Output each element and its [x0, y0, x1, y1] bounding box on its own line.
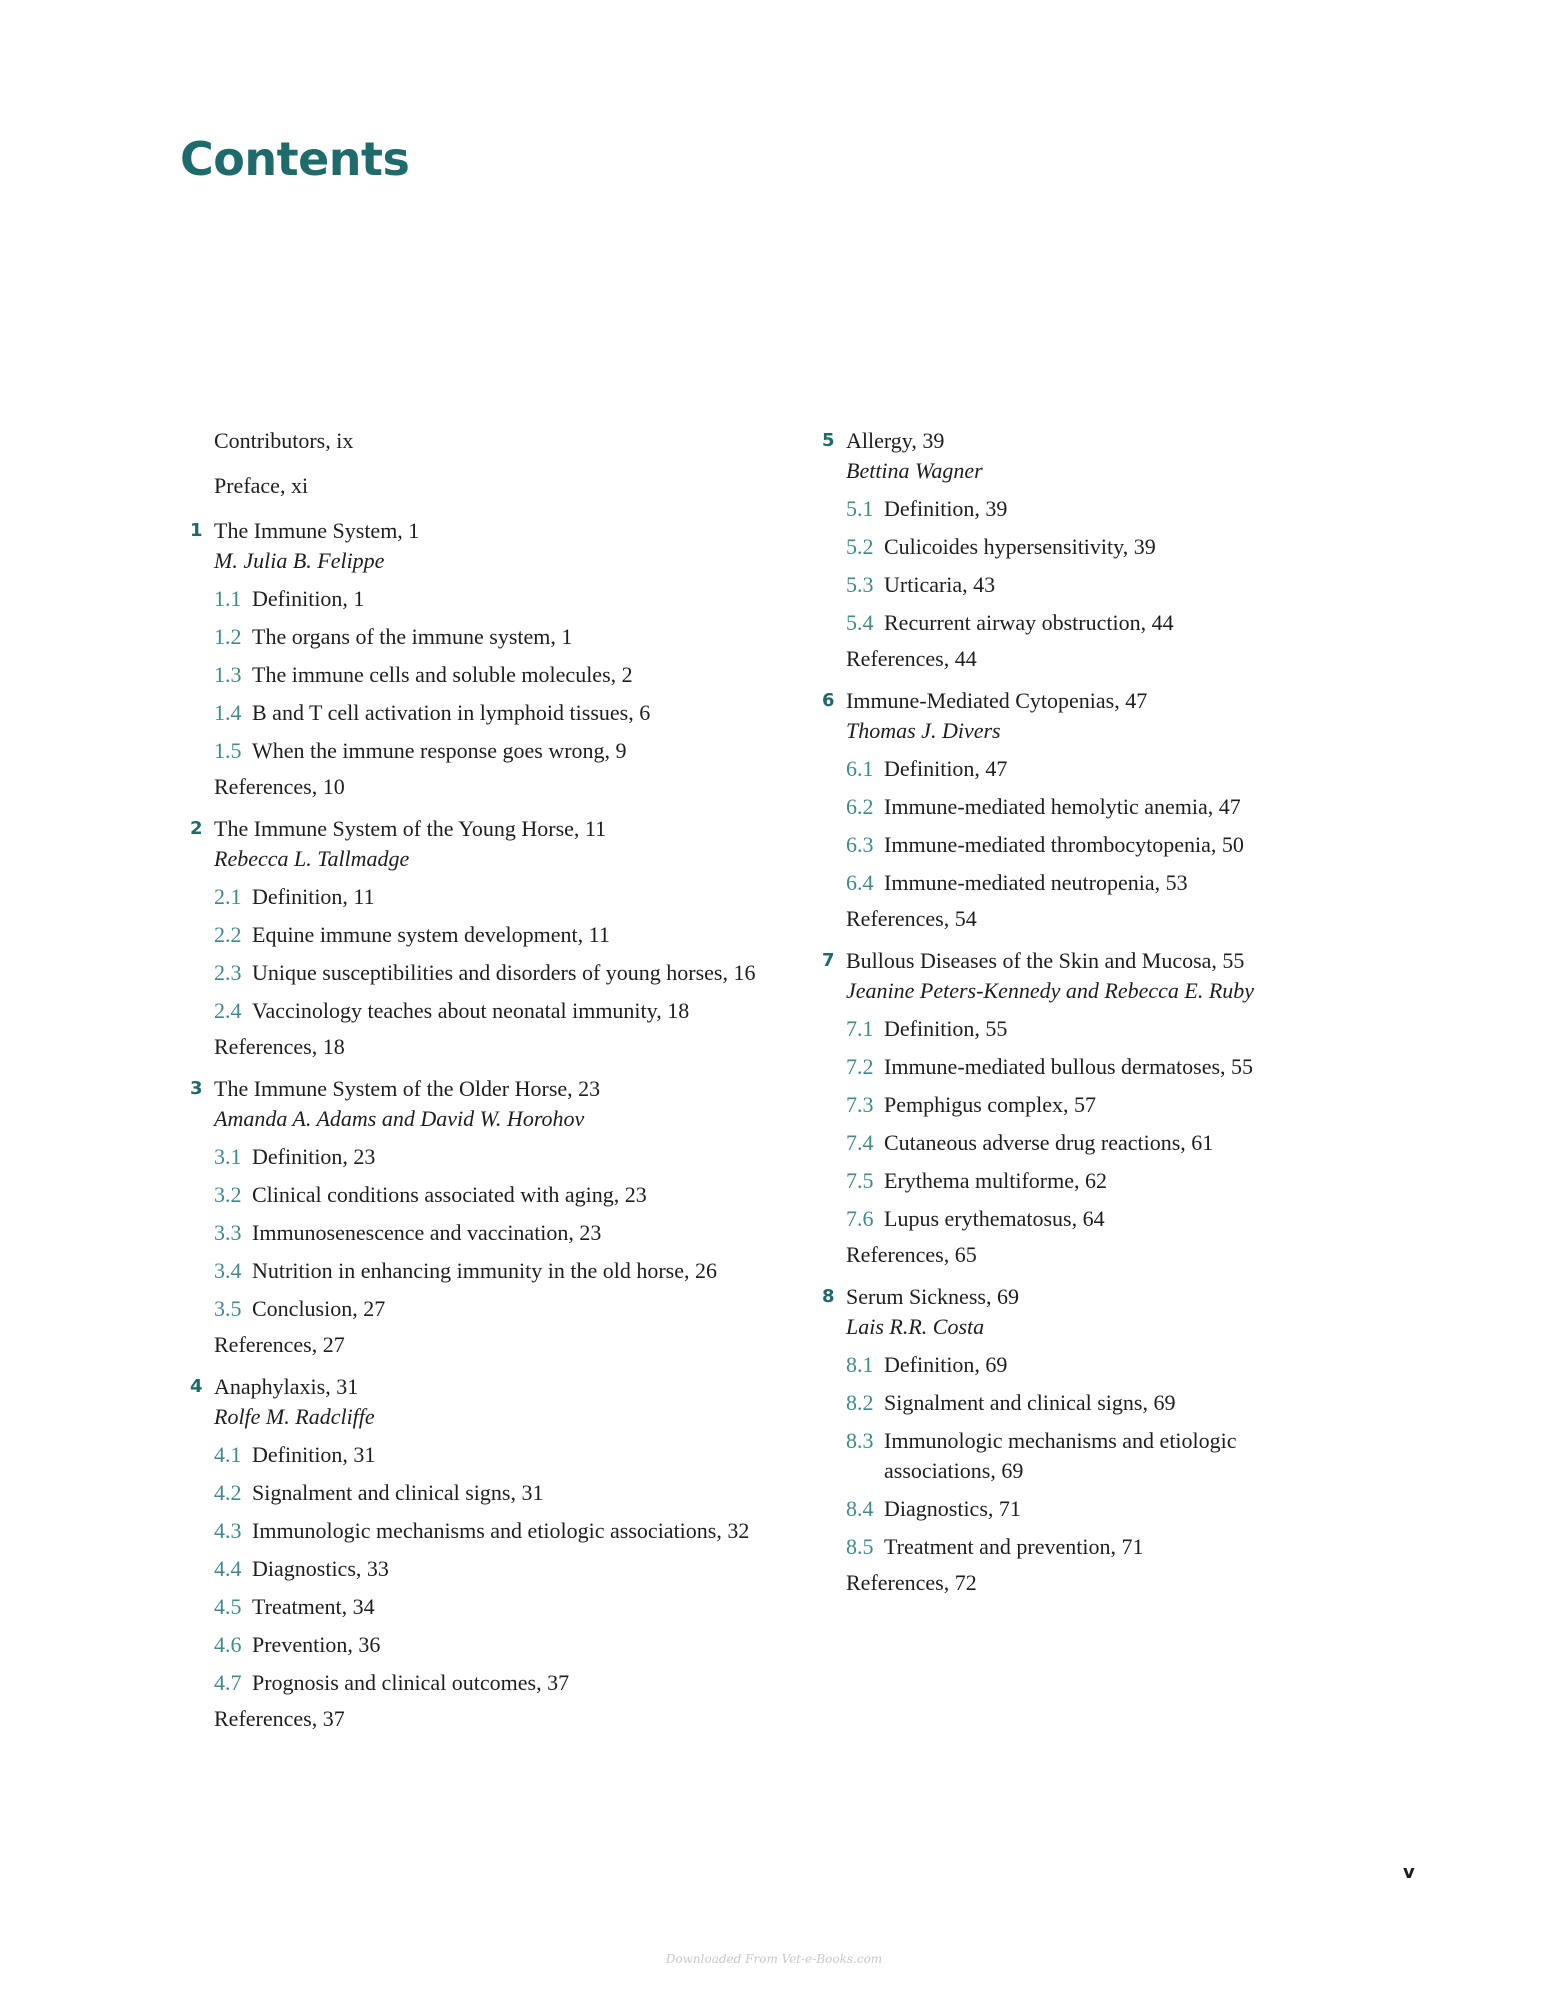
toc-section[interactable] [846, 532, 1346, 562]
section-title: Conclusion, 27 [252, 1296, 386, 1321]
section-title: Immunologic mechanisms and etiologic associations, 32 [252, 1518, 750, 1543]
section-title: Unique susceptibilities and disorders of young horses, 16 [252, 960, 756, 985]
section-number: 1.2 [214, 624, 242, 649]
toc-section[interactable] [846, 868, 1346, 898]
section-number: 3.2 [214, 1182, 242, 1207]
section-title: Lupus erythematosus, 64 [884, 1206, 1105, 1231]
chapter-authors: Rebecca L. Tallmadge [214, 846, 410, 871]
toc-column-right [822, 426, 1346, 1598]
section-number: 2.1 [214, 884, 242, 909]
section-title: Prevention, 36 [252, 1632, 381, 1657]
section-number: 8.5 [846, 1534, 874, 1559]
chapter-references[interactable]: References, 65 [846, 1242, 977, 1267]
toc-chapter [190, 516, 854, 802]
section-title: Definition, 31 [252, 1442, 376, 1467]
section-number: 6.1 [846, 756, 874, 781]
section-number: 4.7 [214, 1670, 242, 1695]
section-number: 7.5 [846, 1168, 874, 1193]
section-number: 1.5 [214, 738, 242, 763]
section-title: Definition, 39 [884, 496, 1008, 521]
section-title: Definition, 55 [884, 1016, 1008, 1041]
toc-section[interactable] [846, 1204, 1346, 1234]
toc-column-left [190, 426, 854, 1734]
section-title: Definition, 23 [252, 1144, 376, 1169]
section-title: Definition, 1 [252, 586, 365, 611]
section-title: Cutaneous adverse drug reactions, 61 [884, 1130, 1214, 1155]
toc-chapter [190, 814, 854, 1062]
toc-section[interactable] [846, 570, 1346, 600]
section-number: 4.4 [214, 1556, 242, 1581]
chapter-authors: Jeanine Peters-Kennedy and Rebecca E. Ruby [846, 978, 1255, 1003]
toc-front-contributors[interactable]: Contributors, ix [214, 428, 354, 453]
section-number: 1.3 [214, 662, 242, 687]
chapter-title[interactable]: The Immune System of the Older Horse, 23 [214, 1076, 601, 1101]
toc-section[interactable] [214, 1180, 854, 1210]
chapter-references[interactable]: References, 72 [846, 1570, 977, 1595]
section-number: 6.3 [846, 832, 874, 857]
section-number: 5.1 [846, 496, 874, 521]
toc-chapter [822, 686, 1346, 934]
section-number: 8.3 [846, 1428, 874, 1453]
chapter-title[interactable]: Allergy, 39 [846, 428, 945, 453]
section-title: Pemphigus complex, 57 [884, 1092, 1097, 1117]
toc-section[interactable] [214, 958, 854, 988]
toc-section[interactable] [846, 792, 1346, 822]
section-title: Diagnostics, 71 [884, 1496, 1021, 1521]
toc-chapter [822, 946, 1346, 1270]
toc-section[interactable] [214, 1516, 854, 1546]
chapter-list-right [822, 426, 1346, 1598]
section-number: 5.2 [846, 534, 874, 559]
section-number: 8.4 [846, 1496, 874, 1521]
toc-section[interactable] [846, 1532, 1346, 1562]
chapter-title[interactable]: Immune-Mediated Cytopenias, 47 [846, 688, 1148, 713]
section-title: When the immune response goes wrong, 9 [252, 738, 627, 763]
section-title: Recurrent airway obstruction, 44 [884, 610, 1174, 635]
section-number: 2.3 [214, 960, 242, 985]
section-number: 2.2 [214, 922, 242, 947]
chapter-title[interactable]: The Immune System, 1 [214, 518, 420, 543]
chapter-title[interactable]: Serum Sickness, 69 [846, 1284, 1019, 1309]
chapter-number: 1 [190, 520, 203, 541]
toc-section[interactable] [214, 1478, 854, 1508]
chapter-number: 2 [190, 818, 203, 839]
chapter-number: 4 [190, 1376, 203, 1397]
section-number: 2.4 [214, 998, 242, 1023]
toc-chapter [190, 1372, 854, 1734]
toc-section[interactable] [846, 1128, 1346, 1158]
toc-section[interactable] [214, 1142, 854, 1172]
toc-chapter [822, 1282, 1346, 1598]
toc-section[interactable] [846, 494, 1346, 524]
toc-section[interactable] [214, 1440, 854, 1470]
toc-section[interactable] [846, 830, 1346, 860]
section-title: Prognosis and clinical outcomes, 37 [252, 1670, 570, 1695]
toc-section[interactable] [846, 754, 1346, 784]
chapter-authors: Lais R.R. Costa [846, 1314, 985, 1339]
section-title: Clinical conditions associated with aging, 23 [252, 1182, 647, 1207]
section-number: 3.5 [214, 1296, 242, 1321]
toc-section[interactable] [214, 1592, 854, 1622]
toc-section[interactable] [846, 1014, 1346, 1044]
section-title: Signalment and clinical signs, 69 [884, 1390, 1176, 1415]
toc-section[interactable] [214, 736, 854, 766]
section-number: 4.1 [214, 1442, 242, 1467]
section-number: 3.3 [214, 1220, 242, 1245]
section-number: 1.4 [214, 700, 242, 725]
toc-section[interactable] [214, 584, 854, 614]
toc-section[interactable] [214, 882, 854, 912]
section-number: 7.6 [846, 1206, 874, 1231]
toc-section[interactable] [846, 1350, 1346, 1380]
toc-section[interactable] [846, 608, 1346, 638]
chapter-title[interactable]: Bullous Diseases of the Skin and Mucosa, 55 [846, 948, 1245, 973]
chapter-authors: Amanda A. Adams and David W. Horohov [214, 1106, 585, 1131]
section-title: Immunosenescence and vaccination, 23 [252, 1220, 602, 1245]
toc-section[interactable] [214, 660, 854, 690]
section-title: Definition, 11 [252, 884, 375, 909]
chapter-references[interactable]: References, 27 [214, 1332, 345, 1357]
watermark: Downloaded From Vet-e-Books.com [665, 1952, 883, 1966]
chapter-references[interactable]: References, 54 [846, 906, 977, 931]
chapter-number: 6 [822, 690, 835, 711]
toc-section[interactable] [214, 1294, 854, 1324]
toc-section[interactable] [214, 996, 854, 1026]
section-title: Treatment and prevention, 71 [884, 1534, 1144, 1559]
section-number: 7.1 [846, 1016, 874, 1041]
toc-section[interactable] [846, 1166, 1346, 1196]
toc-section[interactable] [214, 920, 854, 950]
toc-section[interactable] [214, 1554, 854, 1584]
chapter-number: 7 [822, 950, 835, 971]
section-title: Nutrition in enhancing immunity in the old horse, 26 [252, 1258, 717, 1283]
section-title: Signalment and clinical signs, 31 [252, 1480, 544, 1505]
section-number: 7.2 [846, 1054, 874, 1079]
section-number: 3.4 [214, 1258, 242, 1283]
chapter-authors: Rolfe M. Radcliffe [214, 1404, 375, 1429]
section-title: Definition, 69 [884, 1352, 1008, 1377]
section-title: Erythema multiforme, 62 [884, 1168, 1107, 1193]
chapter-authors: Bettina Wagner [846, 458, 983, 483]
toc-front-preface[interactable]: Preface, xi [214, 473, 309, 498]
page-title: Contents [180, 132, 410, 186]
toc-section[interactable] [846, 1052, 1346, 1082]
section-title: Definition, 47 [884, 756, 1008, 781]
section-title: Treatment, 34 [252, 1594, 375, 1619]
toc-section[interactable] [214, 622, 854, 652]
toc-section[interactable] [846, 1494, 1346, 1524]
section-title: Immunologic mechanisms and etiologic associations, 69 [884, 1428, 1237, 1483]
toc-chapter [822, 426, 1346, 674]
chapter-title[interactable]: The Immune System of the Young Horse, 11 [214, 816, 607, 841]
section-number: 4.2 [214, 1480, 242, 1505]
chapter-references[interactable]: References, 10 [214, 774, 345, 799]
toc-section[interactable] [214, 698, 854, 728]
section-title: B and T cell activation in lymphoid tissues, 6 [252, 700, 651, 725]
section-number: 4.5 [214, 1594, 242, 1619]
section-number: 7.4 [846, 1130, 874, 1155]
toc-chapter [190, 1074, 854, 1360]
chapter-references[interactable]: References, 37 [214, 1706, 345, 1731]
section-number: 5.3 [846, 572, 874, 597]
section-number: 1.1 [214, 586, 242, 611]
chapter-authors: Thomas J. Divers [846, 718, 1001, 743]
toc-section[interactable] [214, 1256, 854, 1286]
toc-section[interactable] [846, 1426, 1346, 1486]
section-title: Immune-mediated thrombocytopenia, 50 [884, 832, 1244, 857]
section-number: 8.1 [846, 1352, 874, 1377]
section-number: 4.6 [214, 1632, 242, 1657]
section-number: 8.2 [846, 1390, 874, 1415]
toc-section[interactable] [846, 1388, 1346, 1418]
chapter-authors: M. Julia B. Felippe [214, 548, 385, 573]
chapter-list-left [190, 516, 854, 1734]
toc-section[interactable] [214, 1630, 854, 1660]
section-title: The immune cells and soluble molecules, 2 [252, 662, 633, 687]
section-title: Immune-mediated hemolytic anemia, 47 [884, 794, 1241, 819]
chapter-references[interactable]: References, 44 [846, 646, 977, 671]
chapter-number: 8 [822, 1286, 835, 1307]
chapter-number: 3 [190, 1078, 203, 1099]
section-title: Urticaria, 43 [884, 572, 996, 597]
section-title: The organs of the immune system, 1 [252, 624, 573, 649]
toc-section[interactable] [214, 1668, 854, 1698]
section-title: Immune-mediated bullous dermatoses, 55 [884, 1054, 1254, 1079]
chapter-number: 5 [822, 430, 835, 451]
section-number: 6.2 [846, 794, 874, 819]
chapter-references[interactable]: References, 18 [214, 1034, 345, 1059]
toc-section[interactable] [846, 1090, 1346, 1120]
page-number: v [1403, 1862, 1415, 1883]
section-number: 4.3 [214, 1518, 242, 1543]
section-number: 6.4 [846, 870, 874, 895]
section-number: 7.3 [846, 1092, 874, 1117]
chapter-title[interactable]: Anaphylaxis, 31 [214, 1374, 359, 1399]
section-number: 5.4 [846, 610, 874, 635]
section-title: Equine immune system development, 11 [252, 922, 610, 947]
toc-section[interactable] [214, 1218, 854, 1248]
section-title: Immune-mediated neutropenia, 53 [884, 870, 1188, 895]
section-title: Vaccinology teaches about neonatal immunity, 18 [252, 998, 690, 1023]
section-title: Diagnostics, 33 [252, 1556, 389, 1581]
section-number: 3.1 [214, 1144, 242, 1169]
section-title: Culicoides hypersensitivity, 39 [884, 534, 1156, 559]
